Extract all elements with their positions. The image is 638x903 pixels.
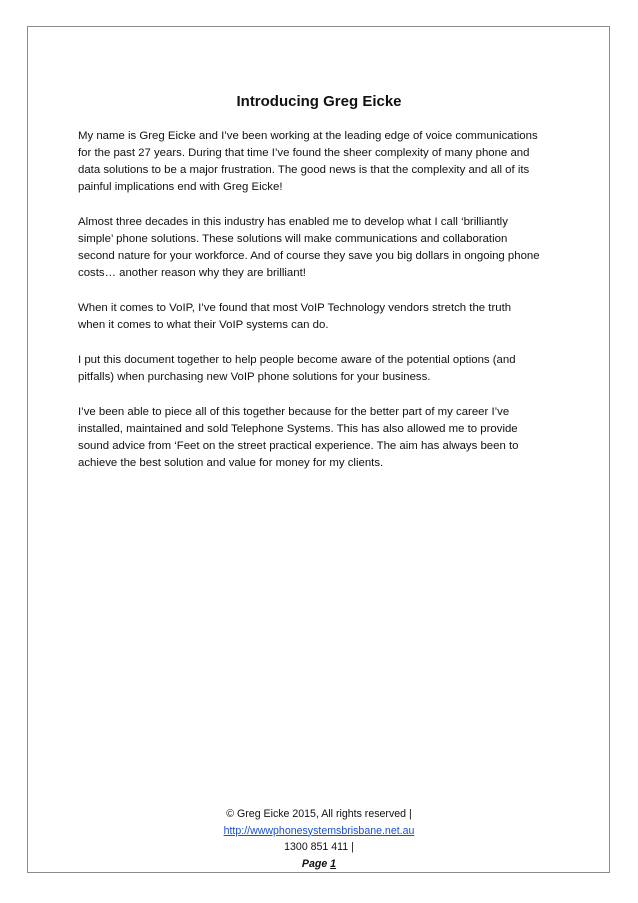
paragraph-line: Almost three decades in this industry has enabled me to develop what I call ‘brilliantly	[78, 216, 508, 228]
paragraph-experience	[78, 214, 548, 282]
paragraph-line: sound advice from ‘Feet on the street practical experience. The aim has always been to	[78, 440, 519, 452]
paragraph-line: costs… another reason why they are brilliant!	[78, 267, 306, 279]
document-title: Introducing Greg Eicke	[236, 93, 402, 110]
page-footer	[0, 806, 638, 872]
paragraph-career	[78, 404, 548, 472]
paragraph-line: installed, maintained and sold Telephone Systems. This has also allowed me to provide	[78, 423, 518, 435]
paragraph-intro	[78, 128, 548, 196]
paragraph-line: data solutions to be a major frustration. The good news is that the complexity and all of its	[78, 164, 530, 176]
paragraph-voip	[78, 300, 548, 334]
document-body	[78, 128, 548, 490]
paragraph-line: simple’ phone solutions. These solutions will make communications and collaboration	[78, 233, 508, 245]
paragraph-line: pitfalls) when purchasing new VoIP phone solutions for your business.	[78, 371, 431, 383]
paragraph-line: painful implications end with Greg Eicke!	[78, 181, 283, 193]
footer-phone: 1300 851 411 |	[284, 841, 354, 853]
page-label: Page	[301, 857, 331, 870]
paragraph-line: I’ve been able to piece all of this together because for the better part of my career I’ve	[78, 406, 510, 418]
paragraph-line: achieve the best solution and value for money for my clients.	[78, 457, 384, 469]
paragraph-line: My name is Greg Eicke and I’ve been working at the leading edge of voice communications	[78, 130, 538, 142]
paragraph-line: when it comes to what their VoIP systems can do.	[78, 319, 329, 331]
paragraph-line: When it comes to VoIP, I’ve found that most VoIP Technology vendors stretch the truth	[78, 302, 512, 314]
paragraph-line: I put this document together to help people become aware of the potential options (and	[78, 354, 516, 366]
footer-page-number	[0, 856, 638, 873]
paragraph-line: second nature for your workforce. And of course they save you big dollars in ongoing phone	[78, 250, 540, 262]
paragraph-purpose	[78, 352, 548, 386]
page-number-value: 1	[330, 857, 337, 870]
footer-copyright: © Greg Eicke 2015, All rights reserved |	[226, 808, 412, 820]
paragraph-line: for the past 27 years. During that time I’ve found the sheer complexity of many phone and	[78, 147, 530, 159]
footer-website-link[interactable]: http://wwwphonesystemsbrisbane.net.au	[223, 824, 415, 837]
